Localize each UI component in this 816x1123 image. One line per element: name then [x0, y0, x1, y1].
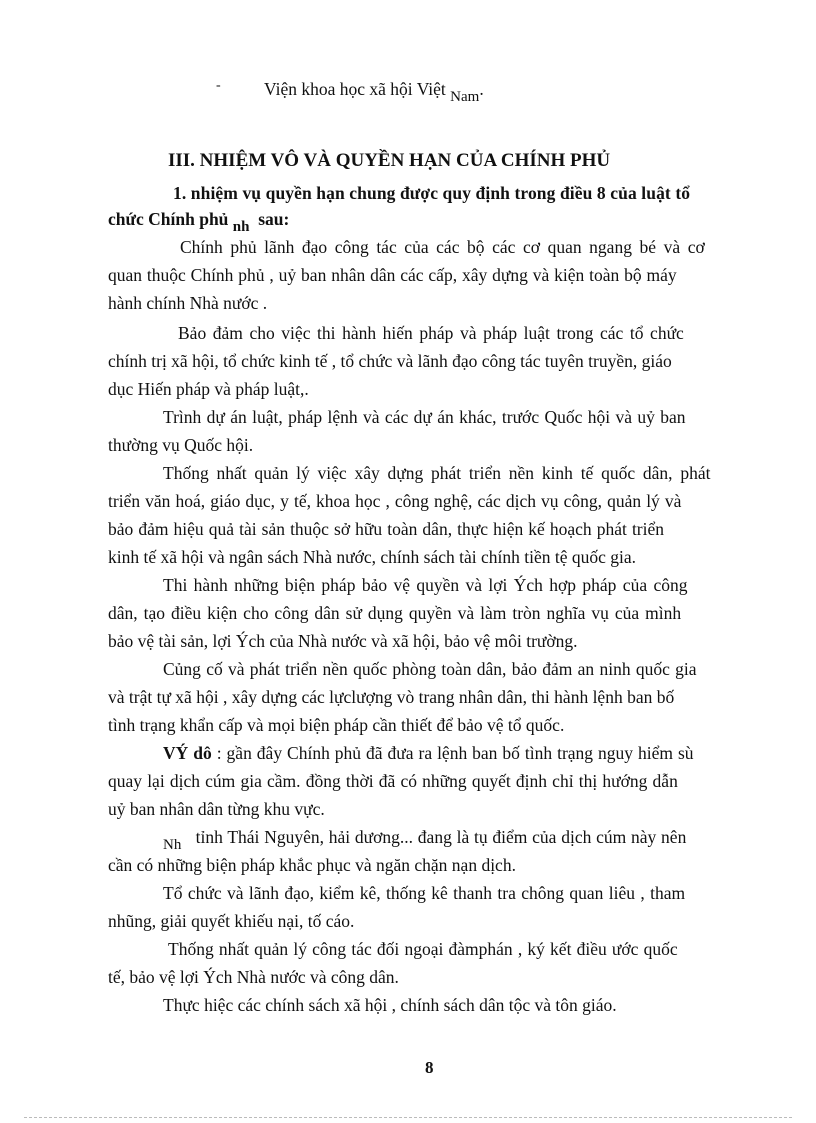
paragraph-line: Thực hiệc các chính sách xã hội , chính sách dân tộc và tôn giáo. [163, 995, 617, 1015]
paragraph-line: Thống nhất quản lý công tác đối ngoại đàmphán , ký kết điều ước quốc [168, 939, 678, 959]
paragraph-line: Chính phủ lãnh đạo công tác của các bộ các cơ quan ngang bé và cơ [180, 237, 705, 257]
bullet-dash: - [216, 78, 221, 93]
paragraph-line: quay lại dịch cúm gia cầm. đồng thời đã có những quyết định chỉ thị hướng dẫn [108, 771, 678, 791]
subheading-nh: nh [232, 219, 250, 235]
nh-rest: tỉnh Thái Nguyên, hải dương... đang là tụ điểm của dịch cúm này nên [195, 827, 687, 847]
paragraph-line: Tổ chức và lãnh đạo, kiểm kê, thống kê thanh tra chông quan liêu , tham [163, 883, 686, 903]
subheading-line-1: 1. nhiệm vụ quyền hạn chung được quy định trong điều 8 của luật tổ [173, 183, 691, 203]
paragraph-line: uỷ ban nhân dân từng khu vực. [108, 799, 325, 819]
paragraph-line: hành chính Nhà nước . [108, 293, 268, 313]
paragraph-line: tế, bảo vệ lợi Ých Nhà nước và công dân. [108, 967, 399, 987]
paragraph-line: chính trị xã hội, tổ chức kinh tế , tổ chức và lãnh đạo công tác tuyên truyền, giáo [108, 351, 672, 371]
subheading-line-2 [108, 208, 290, 235]
bullet-text-end: Nam [450, 89, 480, 105]
paragraph-line: quan thuộc Chính phủ , uỷ ban nhân dân các cấp, xây dựng và kiện toàn bộ máy [108, 265, 677, 285]
paragraph-line: triển văn hoá, giáo dục, y tế, khoa học , công nghệ, các dịch vụ công, quản lý và [108, 491, 682, 511]
example-label: VÝ dô [163, 743, 212, 763]
paragraph-line: thường vụ Quốc hội. [108, 435, 254, 455]
bullet-text: Viện khoa học xã hội Việt [264, 79, 446, 99]
paragraph-line: Bảo đảm cho việc thi hành hiến pháp và pháp luật trong các tổ chức [178, 323, 684, 343]
paragraph-line: Củng cố và phát triển nền quốc phòng toàn dân, bảo đảm an ninh quốc gia [163, 659, 697, 679]
paragraph-line: bảo vệ tài sản, lợi Ých của Nhà nước và xã hội, bảo vệ môi trường. [108, 631, 578, 651]
paragraph-line: Thi hành những biện pháp bảo vệ quyền và lợi Ých hợp pháp của công [163, 575, 688, 595]
example-text: : gần đây Chính phủ đã đưa ra lệnh ban bố tình trạng nguy hiểm sù [216, 743, 694, 763]
paragraph-line: dục Hiến pháp và pháp luật,. [108, 379, 309, 399]
bullet-item [264, 78, 484, 105]
nh-line-1 [163, 826, 687, 853]
subheading-sau: sau: [258, 209, 290, 229]
paragraph-line: Thống nhất quản lý việc xây dựng phát triển nền kinh tế quốc dân, phát [163, 463, 711, 483]
bullet-dot: . [479, 79, 484, 99]
paragraph-line: dân, tạo điều kiện cho công dân sử dụng quyền và làm tròn nghĩa vụ của mình [108, 603, 682, 623]
page-bottom-divider [24, 1117, 792, 1118]
paragraph-line: kinh tế xã hội và ngân sách Nhà nước, chính sách tài chính tiền tệ quốc gia. [108, 547, 637, 567]
example-line-1 [163, 742, 694, 764]
paragraph-line: cần có những biện pháp khắc phục và ngăn chặn nạn dịch. [108, 855, 516, 875]
paragraph-line: bảo đảm hiệu quả tài sản thuộc sở hữu toàn dân, thực hiện kế hoạch phát triển [108, 519, 665, 539]
paragraph-line: và trật tự xã hội , xây dựng các lựclượng vò trang nhân dân, thi hành lệnh ban bố [108, 687, 675, 707]
subheading-text: chức Chính phủ [108, 209, 229, 229]
nh-text: Nh [163, 837, 182, 853]
paragraph-line: Trình dự án luật, pháp lệnh và các dự án khác, trước Quốc hội và uỷ ban [163, 407, 686, 427]
paragraph-line: nhũng, giải quyết khiếu nại, tố cáo. [108, 911, 355, 931]
paragraph-line: tình trạng khẩn cấp và mọi biện pháp cần thiết để bảo vệ tổ quốc. [108, 715, 565, 735]
page-number: 8 [425, 1058, 434, 1077]
section-heading: III. NHIỆM VÔ VÀ QUYỀN HẠN CỦA CHÍNH PHỦ [168, 150, 611, 171]
